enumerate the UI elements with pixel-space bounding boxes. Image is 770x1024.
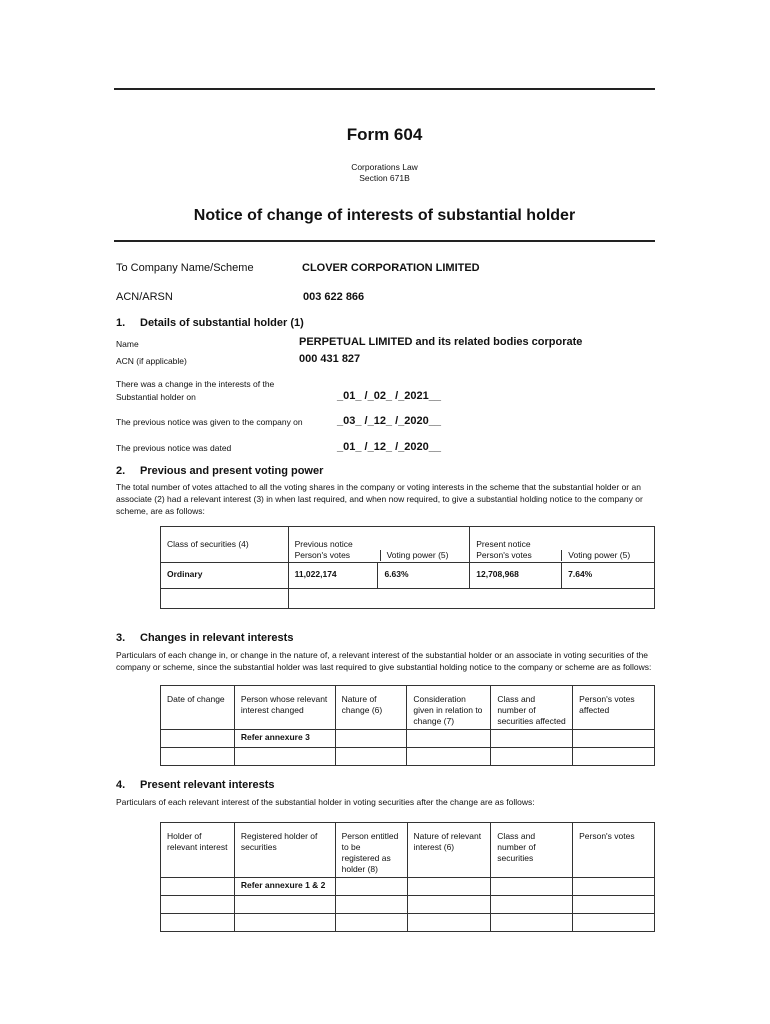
empty-cell: [573, 914, 655, 932]
change-date-label-line2: Substantial holder on: [116, 392, 196, 402]
empty-cell: [335, 878, 407, 896]
row-prev-power: 6.63%: [378, 563, 470, 589]
section-4-title: Present relevant interests: [140, 779, 275, 791]
section-3-title: Changes in relevant interests: [140, 632, 294, 644]
title-rule: [114, 240, 655, 242]
empty-cell: [161, 748, 235, 766]
changes-table: [160, 685, 655, 766]
empty-cell: [161, 914, 235, 932]
header-nature-of-change: Nature of change (6): [335, 686, 407, 730]
to-company-label: To Company Name/Scheme: [116, 262, 254, 274]
law-name: Corporations Law: [351, 162, 418, 172]
empty-cell: [234, 896, 335, 914]
empty-cell: [335, 914, 407, 932]
empty-cell: [573, 748, 655, 766]
row-prev-votes: 11,022,174: [288, 563, 378, 589]
form-title: Form 604: [346, 125, 423, 144]
prev-notice-given-value: _03_ /_12_ /_2020__: [337, 415, 441, 427]
previous-notice-header: [288, 527, 470, 563]
empty-cell: [234, 748, 335, 766]
empty-cell: [234, 914, 335, 932]
header-class-number: Class and number of securities affected: [491, 686, 573, 730]
header-date-of-change: Date of change: [161, 686, 235, 730]
empty-cell: [335, 896, 407, 914]
prev-voting-power-header: Voting power (5): [380, 550, 470, 561]
prev-notice-dated-label: The previous notice was dated: [116, 443, 232, 453]
empty-cell: [161, 730, 235, 748]
header-person-entitled: Person entitled to be registered as holder (8): [335, 823, 407, 878]
header-holder: Holder of relevant interest: [161, 823, 235, 878]
empty-cell: [491, 730, 573, 748]
present-notice-header: [470, 527, 655, 563]
to-company-value: CLOVER CORPORATION LIMITED: [302, 262, 480, 274]
law-section: Section 671B: [359, 173, 410, 183]
notice-title: Notice of change of interests of substantial holder: [193, 207, 576, 224]
change-date-label-line1: There was a change in the interests of the: [116, 379, 275, 389]
row-pres-power: 7.64%: [562, 563, 655, 589]
section-3-number: 3.: [116, 632, 126, 644]
prev-notice-dated-value: _01_ /_12_ /_2020__: [337, 441, 441, 453]
section-1-heading: [116, 317, 304, 329]
header-persons-votes: Person's votes: [573, 823, 655, 878]
section-2-paragraph: The total number of votes attached to all the voting shares in the company or voting interests in the scheme that the substantial holder or an associate (2) had a relevant interest (3) in when last required, and when now required, to give a substantial holding notice to the company or scheme, are as follows:: [116, 482, 643, 516]
empty-cell: [491, 914, 573, 932]
header-votes-affected: Person's votes affected: [573, 686, 655, 730]
row-class: Ordinary: [161, 563, 289, 589]
empty-cell: [161, 878, 235, 896]
holder-name-value: PERPETUAL LIMITED and its related bodies corporate: [299, 336, 583, 348]
section-4-heading: [116, 779, 275, 791]
holder-acn-value: 000 431 827: [299, 353, 361, 365]
section-2-number: 2.: [116, 465, 126, 477]
header-consideration: Consideration given in relation to change (7): [407, 686, 491, 730]
empty-cell: [407, 896, 491, 914]
present-notice-label: Present notice: [476, 539, 531, 549]
header-nature-of-interest: Nature of relevant interest (6): [407, 823, 491, 878]
header-registered-holder: Registered holder of securities: [234, 823, 335, 878]
class-header-cell: Class of securities (4): [161, 527, 289, 563]
section-1-title: Details of substantial holder (1): [140, 317, 304, 329]
prev-persons-votes-header: Person's votes: [294, 550, 351, 560]
header-class-number: Class and number of securities: [491, 823, 573, 878]
empty-cell: [407, 730, 491, 748]
acn-arsn-label: ACN/ARSN: [116, 291, 173, 303]
empty-cell: [335, 730, 407, 748]
empty-cell: [407, 914, 491, 932]
empty-cell: [573, 878, 655, 896]
previous-notice-label: Previous notice: [294, 539, 353, 549]
empty-cell: [335, 748, 407, 766]
empty-cell: [407, 878, 491, 896]
section-3-heading: [116, 632, 293, 644]
top-rule: [114, 88, 655, 90]
acn-arsn-value: 003 622 866: [303, 291, 365, 303]
section-2-title: Previous and present voting power: [140, 465, 324, 477]
empty-cell: [491, 748, 573, 766]
empty-cell: [573, 896, 655, 914]
holder-acn-label: ACN (if applicable): [116, 356, 187, 366]
pres-persons-votes-header: Person's votes: [476, 550, 532, 560]
header-person-changed: Person whose relevant interest changed: [234, 686, 335, 730]
empty-cell: [573, 730, 655, 748]
empty-cell: [288, 589, 654, 609]
pres-voting-power-header: Voting power (5): [561, 550, 654, 561]
section-1-number: 1.: [116, 317, 126, 329]
change-date-value: _01_ /_02_ /_2021__: [337, 390, 441, 402]
row-pres-votes: 12,708,968: [470, 563, 562, 589]
section-3-paragraph: Particulars of each change in, or change in the nature of, a relevant interest of the substantial holder or an associate in voting securities of the company or scheme, since the substantial holder was last required to give substantial holding notice to the company or scheme are as follows:: [116, 650, 652, 672]
section-4-number: 4.: [116, 779, 126, 791]
empty-cell: [491, 896, 573, 914]
holder-name-label: Name: [116, 339, 139, 349]
refer-annexure-3: Refer annexure 3: [234, 730, 335, 748]
refer-annexure-1-2: Refer annexure 1 & 2: [234, 878, 335, 896]
section-2-heading: [116, 465, 323, 477]
prev-notice-given-label: The previous notice was given to the company on: [116, 417, 303, 427]
present-interests-table: [160, 822, 655, 932]
empty-cell: [161, 896, 235, 914]
empty-cell: [407, 748, 491, 766]
empty-cell: [161, 589, 289, 609]
voting-power-table: [160, 526, 655, 609]
section-4-paragraph: Particulars of each relevant interest of the substantial holder in voting securities after the change are as follows:: [116, 797, 535, 807]
empty-cell: [491, 878, 573, 896]
